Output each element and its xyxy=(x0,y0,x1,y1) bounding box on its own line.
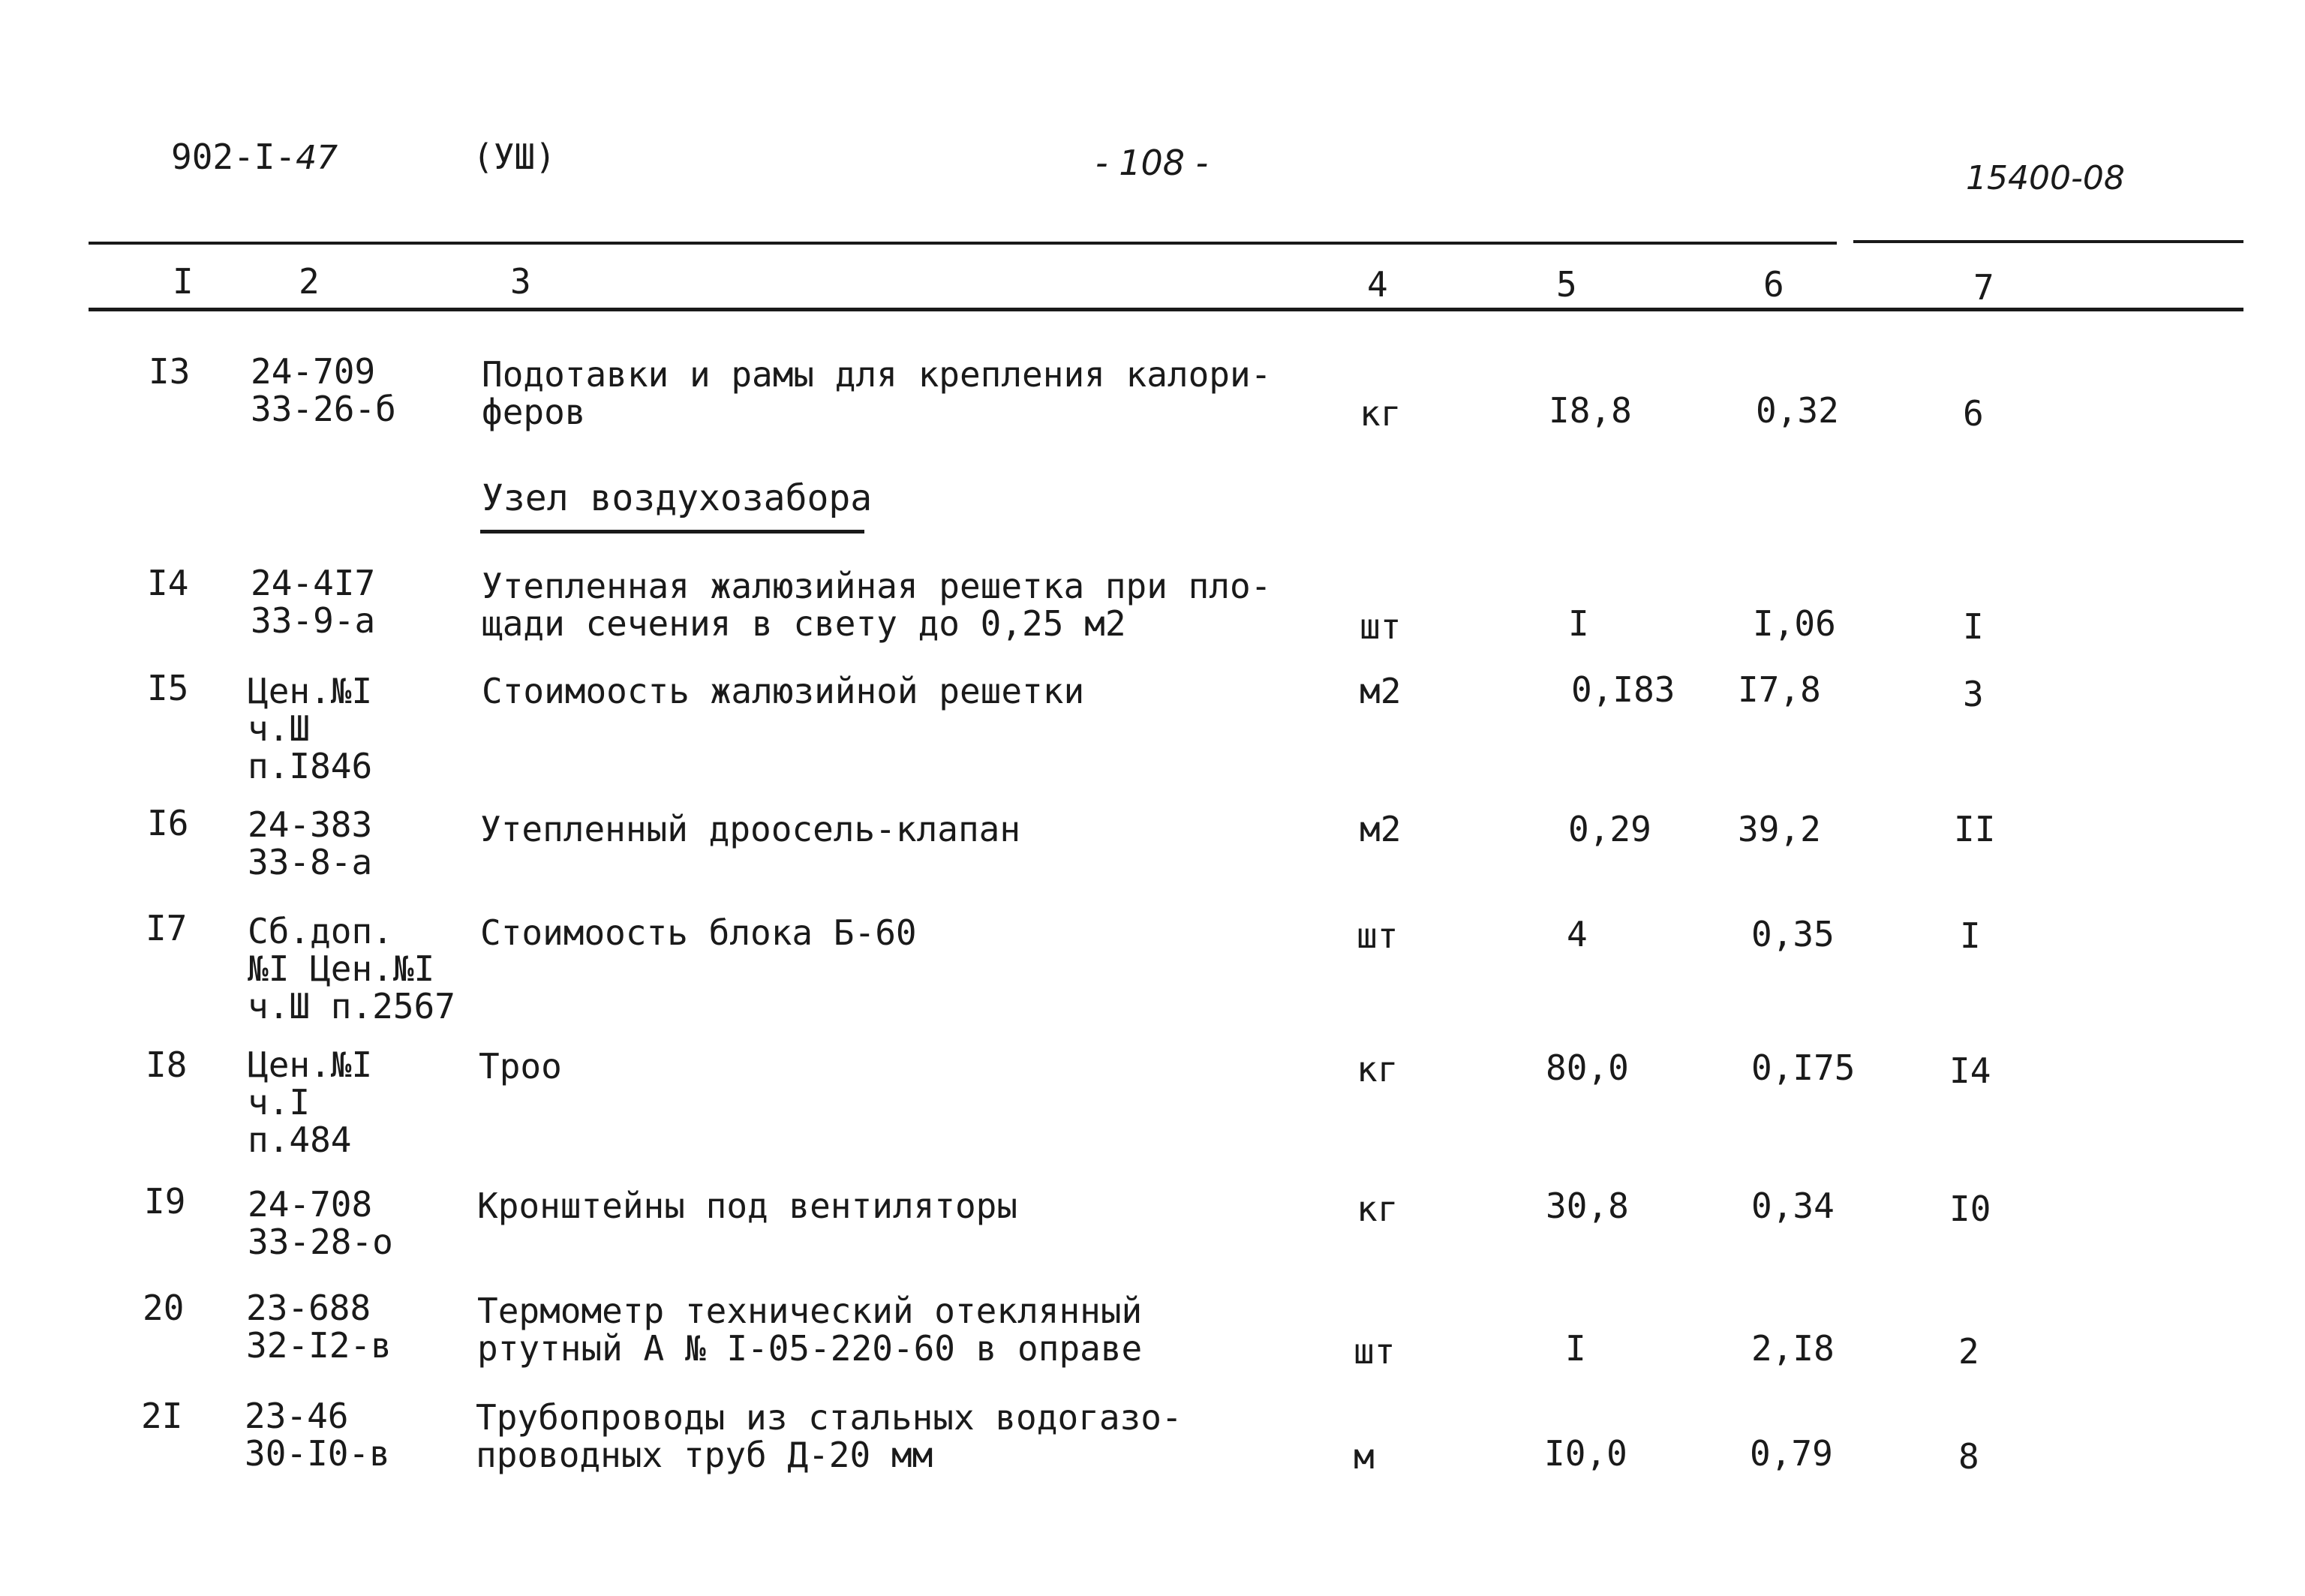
row-num: I4 xyxy=(147,563,189,603)
row-code: Цен.№I ч.I п.484 xyxy=(248,1044,373,1160)
row-code: Цен.№I ч.Ш п.I846 xyxy=(248,671,373,786)
row-name: Утепленный дроосель-клапан xyxy=(480,809,1021,849)
row-price: 0,35 xyxy=(1751,914,1835,954)
doc-series: (УШ) xyxy=(473,137,556,177)
row-num: I5 xyxy=(147,668,189,708)
row-code: 23-688 32-I2-в xyxy=(246,1288,392,1366)
column-number-4: 4 xyxy=(1367,264,1388,305)
row-total: I0 xyxy=(1949,1189,1991,1229)
row-num: I6 xyxy=(147,803,189,843)
row-price: 0,I75 xyxy=(1751,1047,1856,1088)
row-num: I7 xyxy=(146,908,188,948)
row-name: Троо xyxy=(479,1046,562,1087)
row-price: I7,8 xyxy=(1738,669,1821,710)
row-price: 0,32 xyxy=(1756,390,1839,431)
doc-code xyxy=(171,137,338,177)
row-name: Термометр технический отеклянный ртутный А № I-05-220-60 в оправе xyxy=(477,1291,1143,1369)
row-name: Трубопроводы из стальных водогазо- проводных труб Д-20 мм xyxy=(476,1397,1183,1475)
row-qty: I xyxy=(1568,603,1589,644)
row-qty: I0,0 xyxy=(1544,1433,1627,1474)
row-name: Утепленная жалюзийная решетка при пло- щади сечения в свету до 0,25 м2 xyxy=(482,566,1272,644)
row-code: 24-4I7 33-9-а xyxy=(251,563,376,641)
header-rule-bottom xyxy=(89,308,2243,311)
row-num: 2I xyxy=(141,1396,183,1436)
row-total: I xyxy=(1960,915,1981,956)
row-code: 23-46 30-I0-в xyxy=(245,1396,390,1474)
row-code: 24-708 33-28-о xyxy=(248,1184,393,1262)
row-total: 6 xyxy=(1963,393,1984,434)
column-number-6: 6 xyxy=(1763,264,1784,305)
row-num: I9 xyxy=(144,1181,186,1222)
row-price: 39,2 xyxy=(1738,809,1821,849)
column-number-7: 7 xyxy=(1973,267,1994,308)
row-unit: шт xyxy=(1357,915,1399,956)
row-total: I4 xyxy=(1949,1050,1991,1091)
row-code: 24-383 33-8-а xyxy=(248,804,373,882)
row-qty: 0,29 xyxy=(1568,809,1651,849)
row-price: I,06 xyxy=(1753,603,1836,644)
row-total: 2 xyxy=(1958,1331,1979,1372)
row-code: Сб.доп. №I Цен.№I ч.Ш п.2567 xyxy=(248,911,455,1026)
row-name: Кронштейны под вентиляторы xyxy=(477,1186,1018,1226)
section-underline xyxy=(480,530,864,534)
section-title: Узел воздухозабора xyxy=(482,477,873,519)
column-number-3: 3 xyxy=(510,261,531,302)
row-num: 20 xyxy=(143,1288,185,1328)
row-name: Стоимоость блока Б-60 xyxy=(480,912,917,953)
row-unit: кг xyxy=(1357,1049,1399,1090)
row-num: I3 xyxy=(149,351,191,392)
archive-stamp: 15400-08 xyxy=(1966,159,2125,197)
page-number: - 108 - xyxy=(1095,143,1209,183)
row-code: 24-709 33-26-б xyxy=(251,351,396,429)
row-qty: I xyxy=(1565,1328,1586,1369)
row-total: 8 xyxy=(1958,1436,1979,1477)
row-name: Подотавки и рамы для крепления калори- феров xyxy=(482,354,1272,432)
row-unit: шт xyxy=(1360,606,1402,647)
row-unit: м2 xyxy=(1360,809,1402,849)
row-price: 0,79 xyxy=(1750,1433,1833,1474)
row-total: 3 xyxy=(1963,674,1984,714)
row-unit: м2 xyxy=(1360,671,1402,711)
row-price: 2,I8 xyxy=(1751,1328,1835,1369)
header-rule-top-right xyxy=(1853,240,2243,243)
row-num: I8 xyxy=(146,1044,188,1085)
row-unit: м xyxy=(1354,1436,1375,1477)
doc-code-handwritten: 47 xyxy=(296,139,338,177)
row-unit: шт xyxy=(1354,1331,1396,1372)
row-unit: кг xyxy=(1360,393,1402,434)
row-name: Стоимоость жалюзийной решетки xyxy=(482,671,1085,711)
row-total: I xyxy=(1963,606,1984,647)
column-number-2: 2 xyxy=(299,261,320,302)
row-unit: кг xyxy=(1357,1189,1399,1229)
row-qty: 80,0 xyxy=(1546,1047,1629,1088)
row-qty: 4 xyxy=(1567,914,1588,954)
doc-code-printed: 902-I- xyxy=(171,137,296,177)
row-qty: I8,8 xyxy=(1549,390,1632,431)
column-number-1: I xyxy=(173,261,194,302)
row-qty: 0,I83 xyxy=(1571,669,1675,710)
row-total: II xyxy=(1954,809,1996,849)
row-qty: 30,8 xyxy=(1546,1186,1629,1226)
row-price: 0,34 xyxy=(1751,1186,1835,1226)
header-rule-top-left xyxy=(89,242,1837,245)
column-number-5: 5 xyxy=(1556,264,1577,305)
